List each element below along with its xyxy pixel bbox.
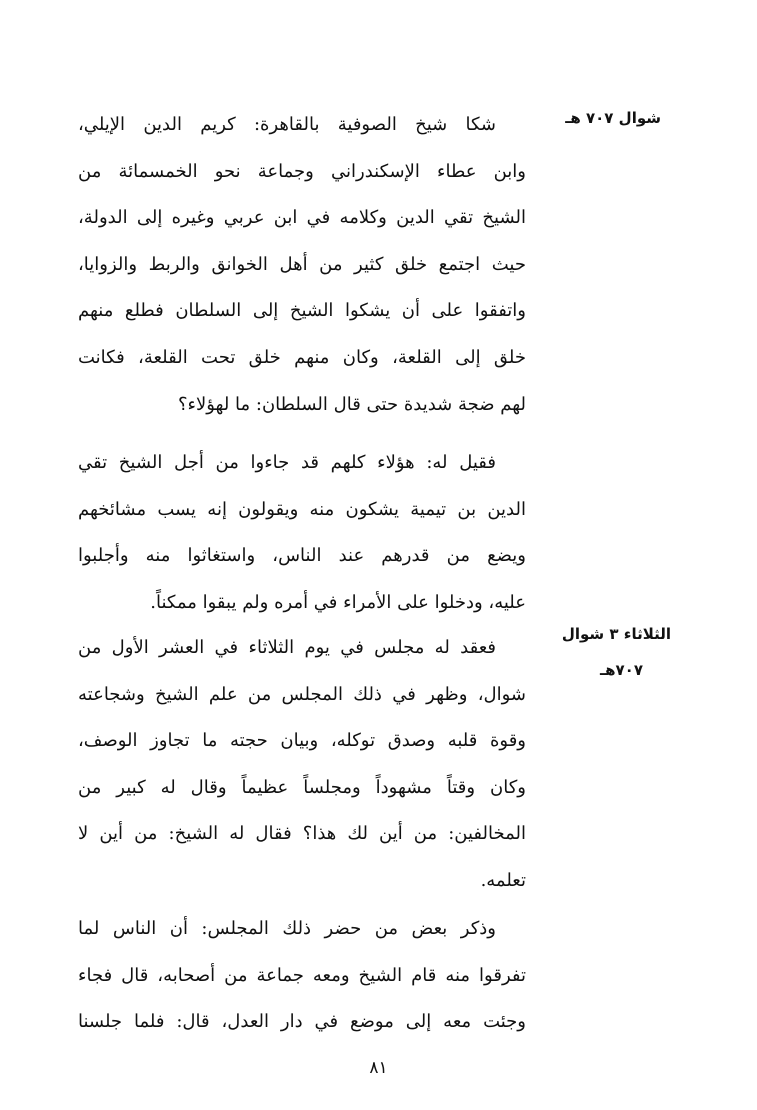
text-line: تفرقوا منه قام الشيخ ومعه جماعة من أصحابه، قال فجاء — [78, 964, 526, 986]
margin-note-line: ٧٠٧هـ — [600, 661, 643, 679]
margin-note-line: شوال ٧٠٧ هـ — [565, 109, 661, 127]
text-line: تعلمه. — [480, 869, 526, 891]
text-line: وذكر بعض من حضر ذلك المجلس: أن الناس لما — [78, 918, 496, 939]
text-line: عليه، ودخلوا على الأمراء في أمره ولم يبقوا ممكناً. — [150, 591, 526, 613]
paragraph-2 — [78, 440, 526, 626]
text-line: وقوة قلبه وصدق توكله، وبيان حجته ما تجاوز الوصف، — [78, 730, 526, 752]
text-line: فقيل له: هؤلاء كلهم قد جاءوا من أجل الشيخ تقي — [78, 452, 496, 473]
paragraph-4 — [78, 906, 526, 1046]
paragraph-3 — [78, 625, 526, 905]
margin-note-line: الثلاثاء ٣ شوال — [561, 625, 671, 643]
text-line: واتفقوا على أن يشكوا الشيخ إلى السلطان فطلع منهم — [78, 300, 526, 322]
text-line: المخالفين: من أين لك هذا؟ فقال له الشيخ: من أين لا — [78, 823, 526, 845]
page-number: ٨١ — [369, 1058, 388, 1078]
text-line: وابن عطاء الإسكندراني وجماعة نحو الخمسمائة من — [78, 160, 526, 182]
text-line: شوال، وظهر في ذلك المجلس من علم الشيخ وشجاعته — [78, 683, 526, 705]
text-line: الشيخ تقي الدين وكلامه في ابن عربي وغيره إلى الدولة، — [78, 207, 526, 229]
text-line: وجئت معه إلى موضع في دار العدل، قال: فلما جلسنا — [78, 1011, 526, 1033]
margin-note-date-2 — [562, 616, 671, 688]
text-line: خلق إلى القلعة، وكان منهم خلق تحت القلعة، فكانت — [78, 346, 526, 368]
margin-note-date-1 — [565, 100, 661, 136]
text-line: حيث اجتمع خلق كثير من أهل الخوانق والربط والزوايا، — [78, 253, 526, 275]
text-line: وكان وقتاً مشهوداً ومجلساً عظيماً وقال له كبير من — [78, 776, 526, 798]
text-line: شكا شيخ الصوفية بالقاهرة: كريم الدين الإيلي، — [78, 114, 496, 135]
text-line: فعقد له مجلس في يوم الثلاثاء في العشر الأول من — [78, 637, 496, 658]
text-line: الدين بن تيمية يشكون منه ويقولون إنه يسب مشائخهم — [78, 498, 526, 520]
paragraph-1 — [78, 102, 526, 428]
text-line: لهم ضجة شديدة حتى قال السلطان: ما لهؤلاء؟ — [177, 393, 526, 415]
text-line: ويضع من قدرهم عند الناس، واستغاثوا منه وأجلبوا — [78, 545, 526, 567]
